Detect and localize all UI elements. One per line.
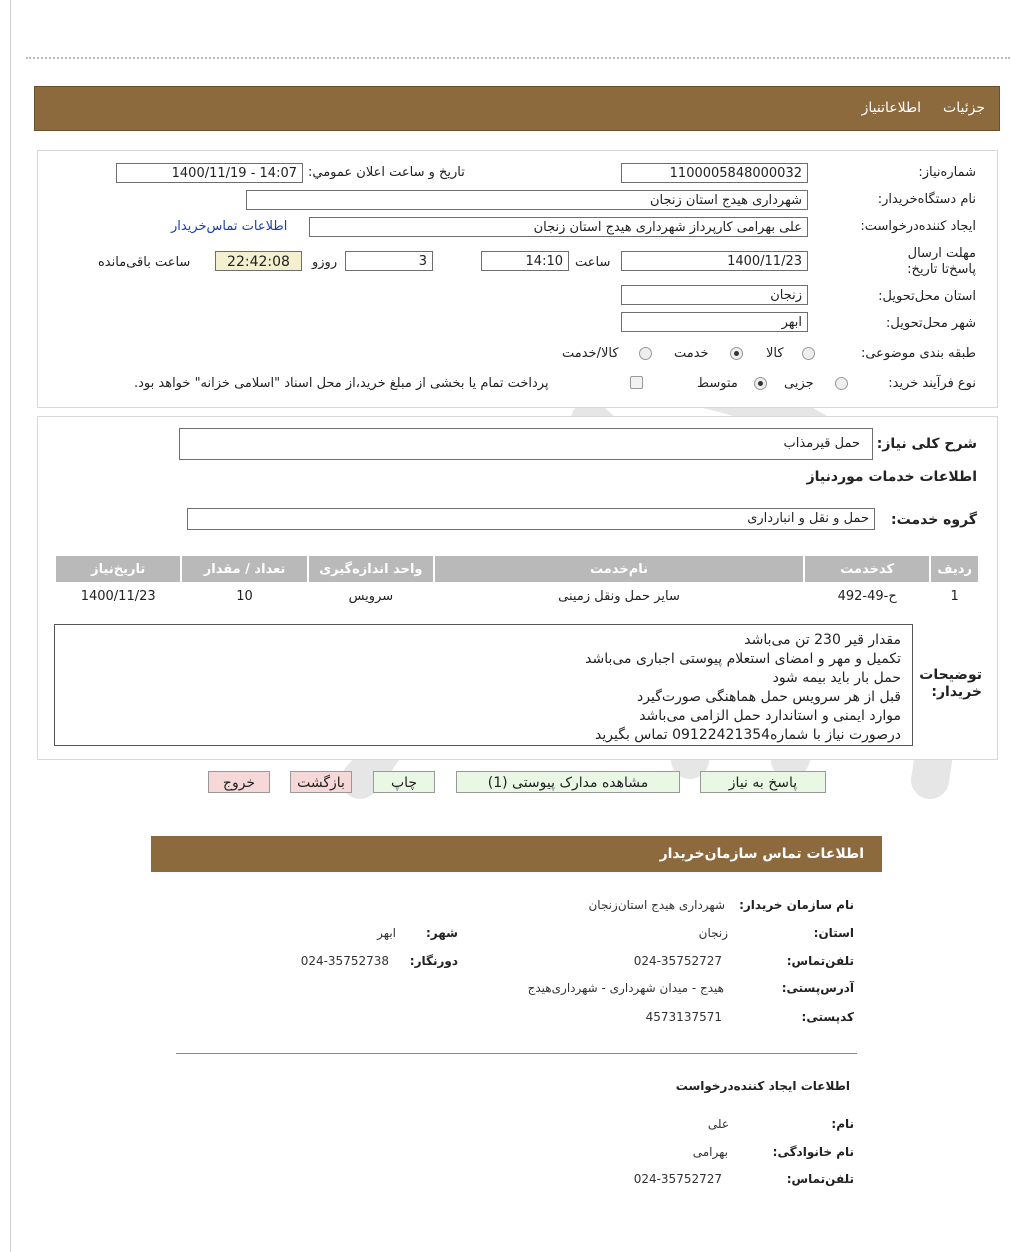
deadline-time-field: 14:10 bbox=[481, 251, 569, 271]
phone-value: 024-35752727 bbox=[633, 954, 722, 968]
process-medium-label: متوسط bbox=[697, 376, 738, 391]
category-label: طبقه بندی موضوعی: bbox=[860, 346, 976, 361]
deadline-label: مهلت ارسال پاسخ‌تا تاریخ: bbox=[907, 246, 976, 277]
announce-label: تاریخ و ساعت اعلان عمومي: bbox=[308, 165, 465, 180]
postal-code-value: 4573137571 bbox=[645, 1010, 722, 1024]
back-button[interactable]: بازگشت bbox=[290, 771, 352, 793]
process-minor-label: جزیی bbox=[784, 376, 814, 391]
cell-row-number: 1 bbox=[950, 588, 959, 604]
tab-need-info[interactable]: اطلاعاتنیاز bbox=[861, 100, 921, 116]
services-title: اطلاعات خدمات موردنیاز bbox=[806, 469, 977, 485]
category-service-radio[interactable] bbox=[730, 347, 743, 360]
general-description-field: حمل قیرمذاب bbox=[179, 428, 873, 460]
general-info-panel bbox=[37, 416, 998, 760]
category-service-label: خدمت bbox=[674, 346, 709, 361]
buyer-org-label: نام دستگاه‌خریدار: bbox=[877, 192, 976, 207]
category-goods-service-radio[interactable] bbox=[639, 347, 652, 360]
need-info-panel bbox=[37, 150, 998, 408]
city-contact-label: شهر: bbox=[426, 926, 458, 940]
address-label: آدرس‌پستی: bbox=[781, 981, 854, 995]
left-border-line bbox=[10, 0, 11, 1252]
creator-info-title: اطلاعات ایجاد کننده‌درخواست bbox=[675, 1079, 850, 1093]
page-header bbox=[34, 86, 1000, 131]
service-group-label: گروه خدمت: bbox=[891, 512, 977, 528]
city-contact-value: ابهر bbox=[377, 926, 396, 940]
note-line: قبل از هر سرویس حمل هماهنگی صورت‌گیرد bbox=[637, 689, 901, 705]
cell-need-date: 1400/11/23 bbox=[80, 588, 156, 604]
note-line: درصورت نیاز با شماره09122421354 تماس بگیرید bbox=[595, 727, 901, 743]
exit-button[interactable]: خروج bbox=[208, 771, 270, 793]
fax-label: دورنگار: bbox=[409, 954, 458, 968]
print-button[interactable]: چاپ bbox=[373, 771, 435, 793]
reply-button[interactable]: پاسخ به نیاز bbox=[700, 771, 826, 793]
col-unit: واحد اندازه‌گیری bbox=[309, 556, 433, 582]
announce-field: 1400/11/19 - 14:07 bbox=[116, 163, 303, 183]
col-need-date: تاریخ‌نیاز bbox=[56, 556, 180, 582]
city-label: شهر محل‌تحویل: bbox=[886, 316, 976, 331]
creator-label: ایجاد کننده‌درخواست: bbox=[860, 219, 976, 234]
table-row bbox=[56, 584, 978, 608]
col-service-name: نام‌خدمت bbox=[435, 556, 803, 582]
postal-code-label: کدپستی: bbox=[801, 1010, 854, 1024]
province-field: زنجان bbox=[621, 285, 808, 305]
process-label: نوع فرآیند خرید: bbox=[888, 376, 976, 391]
address-value: هیدج - میدان شهرداری - شهرداری‌هیدج bbox=[527, 981, 724, 995]
services-table bbox=[54, 554, 980, 610]
cell-unit: سرویس bbox=[348, 588, 394, 604]
treasury-payment-note: پرداخت تمام یا بخشی از مبلغ خرید،از محل اسناد "اسلامی خزانه" خواهد بود. bbox=[134, 376, 549, 391]
general-description-label: شرح کلی نیاز: bbox=[876, 436, 977, 452]
category-goods-service-label: کالا/خدمت bbox=[562, 346, 619, 361]
phone-label: تلفن‌تماس: bbox=[786, 954, 854, 968]
process-minor-radio[interactable] bbox=[835, 377, 848, 390]
creator-field: علی بهرامی کارپرداز شهرداری هیدج استان زنجان bbox=[309, 217, 808, 237]
contact-header bbox=[151, 836, 882, 872]
col-service-code: کدخدمت bbox=[805, 556, 929, 582]
category-goods-label: کالا bbox=[766, 346, 784, 361]
creator-family-value: بهرامی bbox=[692, 1145, 728, 1159]
city-field: ابهر bbox=[621, 312, 808, 332]
process-medium-radio[interactable] bbox=[754, 377, 767, 390]
category-goods-radio[interactable] bbox=[802, 347, 815, 360]
creator-family-label: نام خانوادگی: bbox=[772, 1145, 854, 1159]
dotted-divider bbox=[26, 57, 1010, 59]
days-field: 3 bbox=[345, 251, 433, 271]
org-name-label: نام سازمان خریدار: bbox=[739, 898, 854, 912]
creator-phone-label: تلفن‌تماس: bbox=[786, 1172, 854, 1186]
note-line: موارد ایمنی و استاندارد حمل الزامی می‌باشد bbox=[639, 708, 901, 724]
treasury-payment-checkbox[interactable] bbox=[630, 376, 643, 389]
tab-details[interactable]: جزئیات bbox=[943, 100, 985, 116]
note-line: تکمیل و مهر و امضای استعلام پیوستی اجباری می‌باشد bbox=[585, 651, 901, 667]
view-attachments-button[interactable]: مشاهده مدارک پیوستی (1) bbox=[456, 771, 680, 793]
buyer-notes-box bbox=[54, 624, 913, 746]
deadline-date-field: 1400/11/23 bbox=[621, 251, 808, 271]
province-contact-label: استان: bbox=[813, 926, 854, 940]
province-label: استان محل‌تحویل: bbox=[878, 289, 976, 304]
cell-service-code: ح-49-492 bbox=[837, 588, 897, 604]
creator-name-label: نام: bbox=[831, 1117, 854, 1131]
cell-service-name: سایر حمل ونقل زمینی bbox=[558, 588, 680, 604]
org-name-value: شهرداری هیدج استان‌زنجان bbox=[588, 898, 725, 912]
note-line: حمل بار باید بیمه‌ شود bbox=[772, 670, 901, 686]
cell-quantity: 10 bbox=[236, 588, 253, 604]
creator-name-value: علی bbox=[707, 1117, 729, 1131]
remaining-label: ساعت باقی‌مانده bbox=[98, 255, 191, 270]
province-contact-value: زنجان bbox=[698, 926, 728, 940]
fax-value: 024-35752738 bbox=[300, 954, 389, 968]
need-number-label: شماره‌نیاز: bbox=[918, 165, 976, 180]
time-label: ساعت bbox=[575, 255, 611, 270]
need-number-field: 1100005848000032 bbox=[621, 163, 808, 183]
col-row-number: ردیف bbox=[931, 556, 978, 582]
contact-separator bbox=[176, 1053, 857, 1054]
days-label: روزو bbox=[312, 255, 338, 270]
buyer-org-field: شهرداری هیدج استان زنجان bbox=[246, 190, 808, 210]
col-quantity: تعداد / مقدار bbox=[182, 556, 306, 582]
remaining-time-field: 22:42:08 bbox=[215, 251, 302, 271]
service-group-field: حمل و نقل و انبارداری bbox=[187, 508, 875, 530]
buyer-notes-label: توضیحات خریدار: bbox=[919, 667, 982, 700]
note-line: مقدار قیر 230 تن می‌باشد bbox=[744, 632, 901, 648]
contact-title: اطلاعات تماس سازمان‌خریدار bbox=[659, 846, 864, 862]
creator-phone-value: 024-35752727 bbox=[633, 1172, 722, 1186]
buyer-contact-link[interactable]: اطلاعات تماس‌خریدار bbox=[171, 219, 288, 234]
